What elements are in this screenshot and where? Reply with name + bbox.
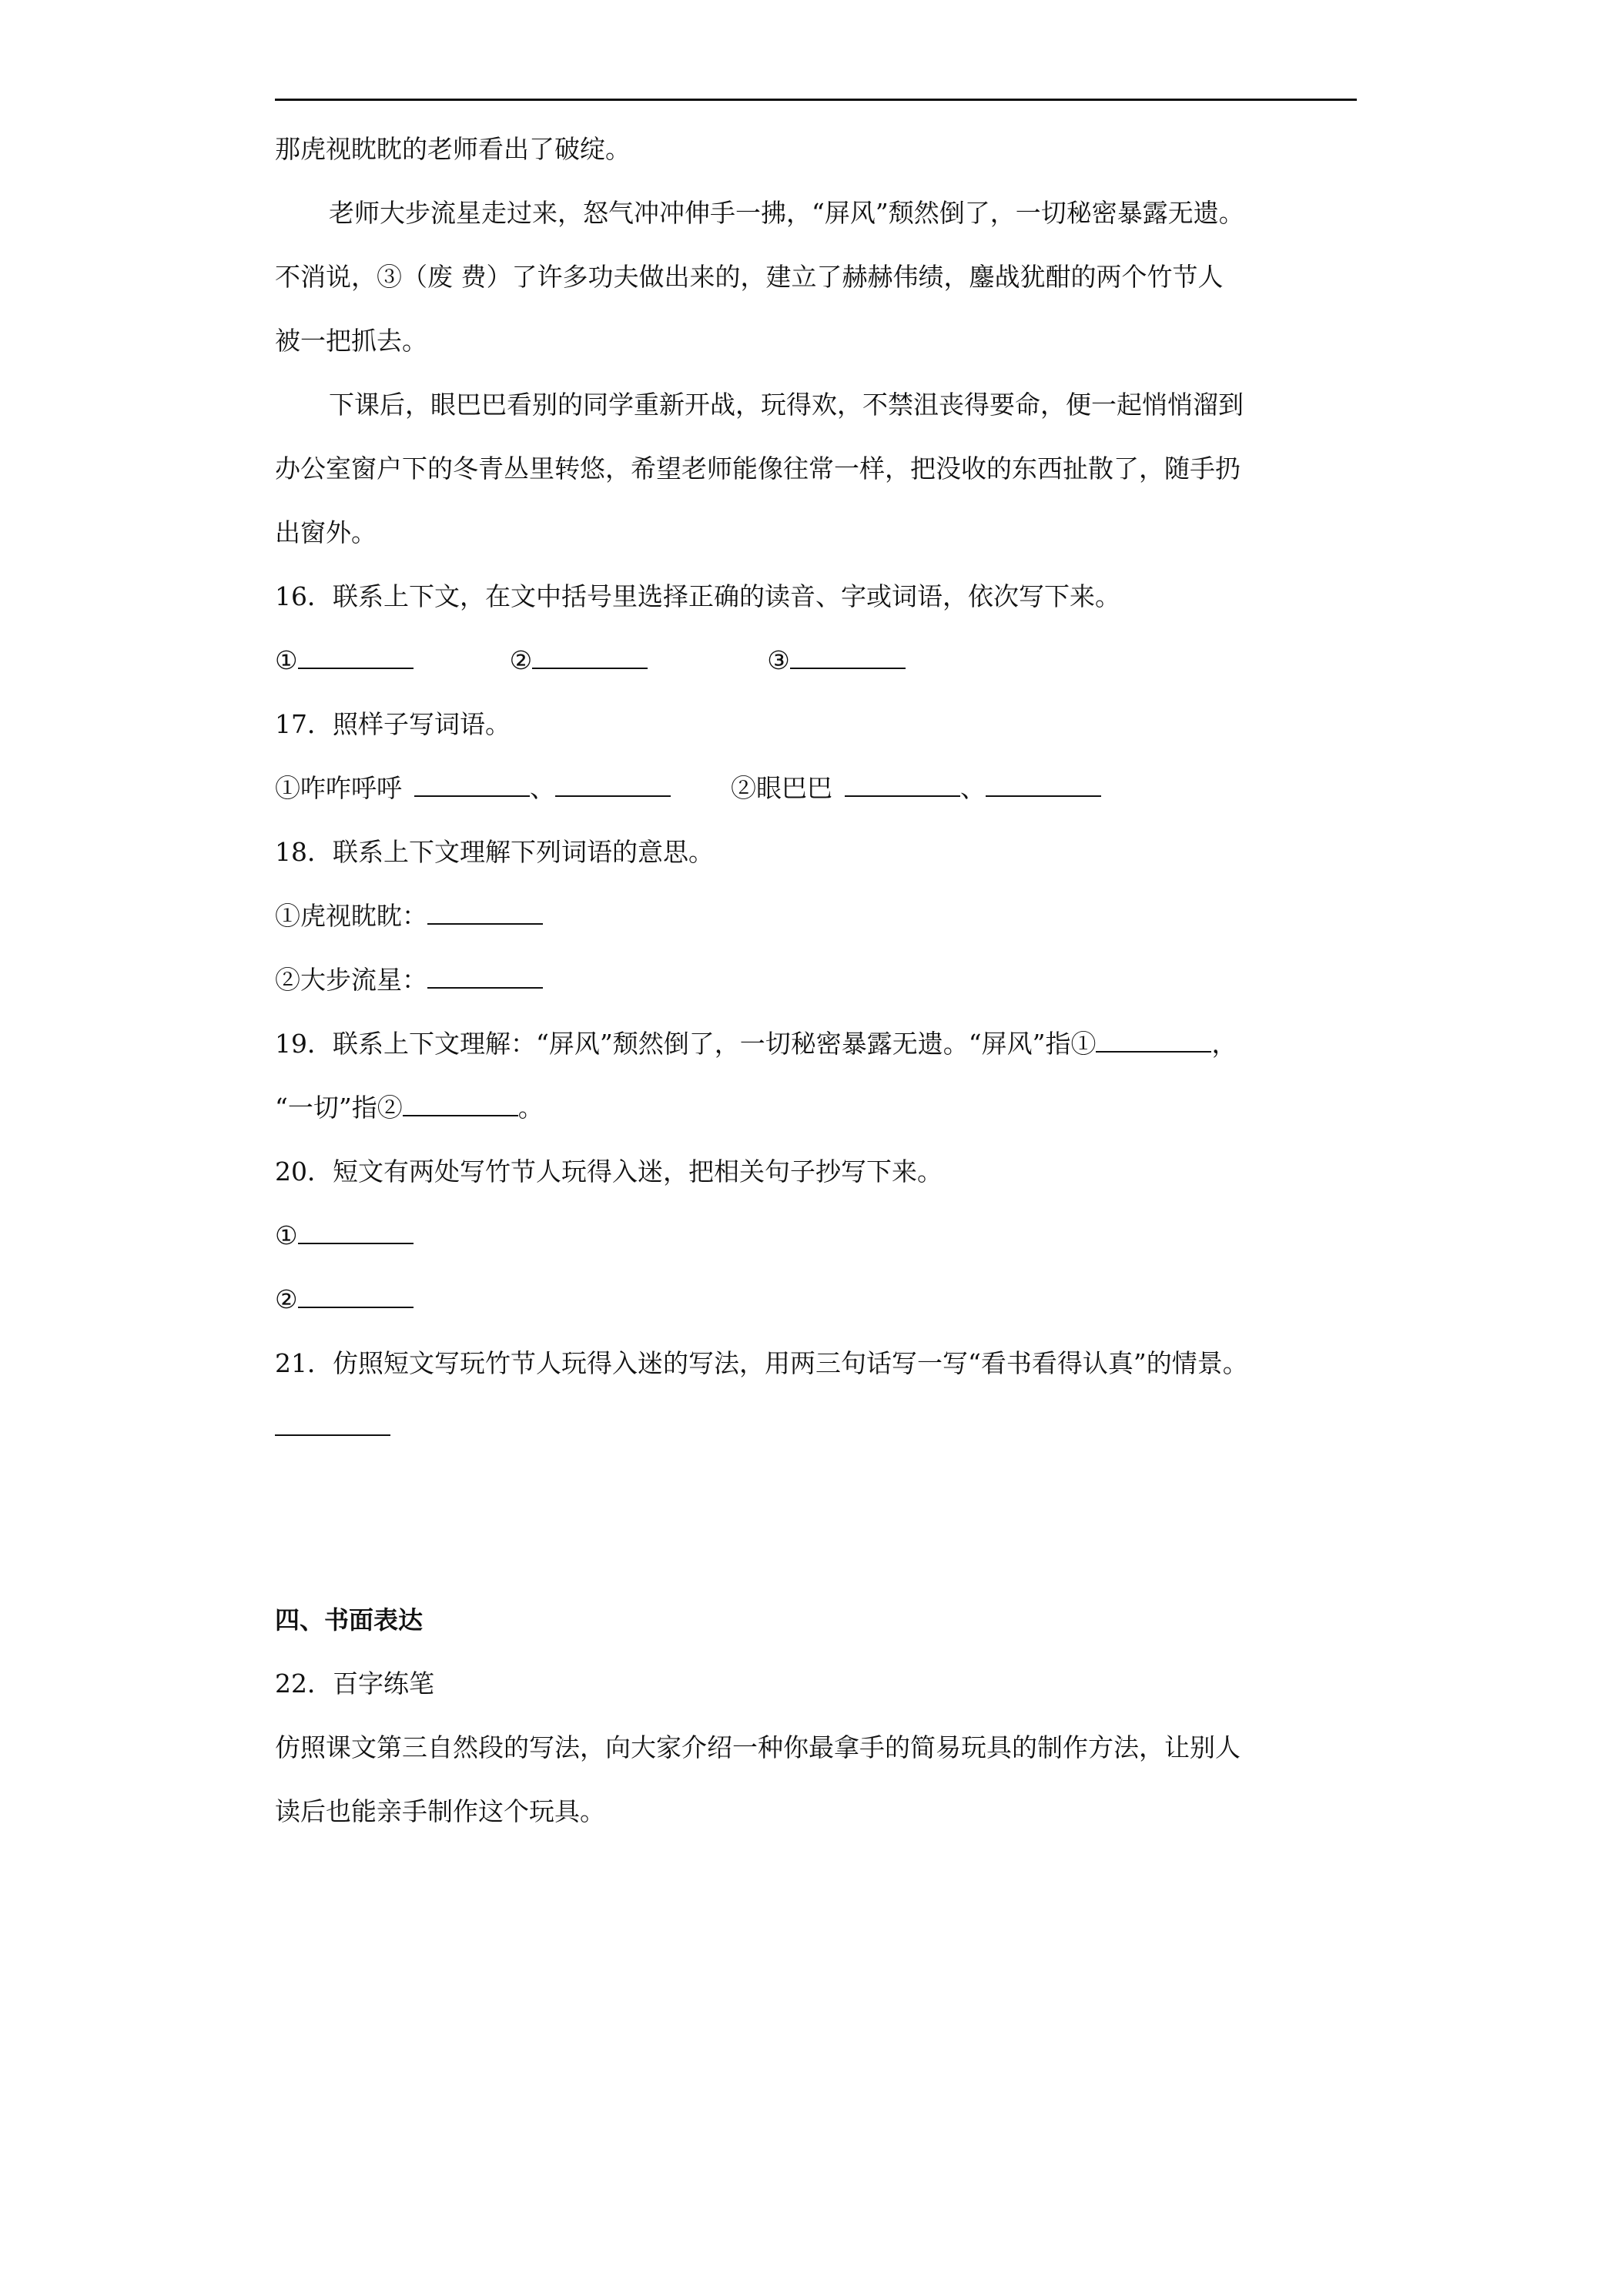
item-label: ②大步流星：: [275, 965, 427, 995]
question-19-text: “一切”指②: [275, 1093, 403, 1123]
answer-blank[interactable]: [427, 902, 543, 925]
answer-blank[interactable]: [790, 646, 906, 669]
punctuation: 。: [517, 1093, 544, 1123]
separator: 、: [530, 773, 555, 803]
separator: 、: [960, 773, 986, 803]
punctuation: ，: [1211, 1029, 1237, 1059]
question-16-answers: [275, 645, 1357, 676]
header-rule: [275, 99, 1357, 101]
passage-line: 被一把抓去。: [275, 326, 427, 356]
answer-blank[interactable]: [555, 774, 671, 797]
item-label: ①虎视眈眈：: [275, 901, 427, 931]
question-20-item: [275, 1284, 1357, 1315]
passage-line: 出窗外。: [275, 517, 377, 547]
answer-marker: ②: [509, 645, 533, 675]
question-17-stem: 17．照样子写词语。: [275, 709, 511, 739]
passage-line: 不消说，③（废 费）了许多功夫做出来的，建立了赫赫伟绩，鏖战犹酣的两个竹节人: [275, 262, 1224, 292]
question-22-stem: 22．百字练笔: [275, 1668, 434, 1699]
question-17-answers: [275, 773, 1357, 804]
answer-marker: ①: [275, 645, 298, 675]
question-16-stem: 16．联系上下文，在文中括号里选择正确的读音、字或词语，依次写下来。: [275, 581, 1120, 611]
answer-blank[interactable]: [532, 646, 648, 669]
answer-blank[interactable]: [403, 1093, 518, 1116]
example-word: ①咋咋呼呼: [275, 773, 402, 803]
answer-blank[interactable]: [298, 1221, 414, 1244]
answer-marker: ③: [767, 645, 790, 675]
passage-line: 老师大步流星走过来，怒气冲冲伸手一拂，“屏风”颓然倒了，一切秘密暴露无遗。: [329, 198, 1244, 228]
answer-blank[interactable]: [414, 774, 530, 797]
question-20-stem: 20．短文有两处写竹节人玩得入迷，把相关句子抄写下来。: [275, 1156, 943, 1186]
section-heading: 四、书面表达: [275, 1605, 424, 1635]
answer-marker: ①: [275, 1220, 298, 1250]
answer-marker: ②: [275, 1284, 298, 1314]
question-21-stem: 21．仿照短文写玩竹节人玩得入迷的写法，用两三句话写一写“看书看得认真”的情景。: [275, 1348, 1248, 1378]
question-18-stem: 18．联系上下文理解下列词语的意思。: [275, 837, 714, 867]
answer-blank[interactable]: [298, 1285, 414, 1308]
passage-line: 办公室窗户下的冬青丛里转悠，希望老师能像往常一样，把没收的东西扯散了，随手扔: [275, 454, 1241, 484]
answer-blank[interactable]: [1096, 1029, 1211, 1053]
question-19-line: [275, 1093, 1357, 1123]
answer-blank[interactable]: [298, 646, 414, 669]
question-19-line: [275, 1029, 1357, 1059]
answer-blank[interactable]: [986, 774, 1101, 797]
answer-blank[interactable]: [275, 1413, 390, 1436]
example-word: ②眼巴巴: [731, 773, 832, 803]
question-22-line: 仿照课文第三自然段的写法，向大家介绍一种你最拿手的简易玩具的制作方法，让别人: [275, 1732, 1241, 1762]
passage-line: 那虎视眈眈的老师看出了破绽。: [275, 134, 631, 164]
question-19-text: 19．联系上下文理解：“屏风”颓然倒了，一切秘密暴露无遗。“屏风”指①: [275, 1029, 1097, 1059]
document-page: [275, 0, 1357, 2296]
question-20-item: [275, 1220, 1357, 1251]
passage-line: 下课后，眼巴巴看别的同学重新开战，玩得欢，不禁沮丧得要命，便一起悄悄溜到: [329, 390, 1244, 420]
answer-blank[interactable]: [845, 774, 960, 797]
question-22-line: 读后也能亲手制作这个玩具。: [275, 1796, 605, 1826]
answer-blank[interactable]: [427, 966, 543, 989]
question-21-answer: [275, 1412, 1357, 1443]
question-18-item: [275, 901, 1357, 932]
question-18-item: [275, 965, 1357, 996]
